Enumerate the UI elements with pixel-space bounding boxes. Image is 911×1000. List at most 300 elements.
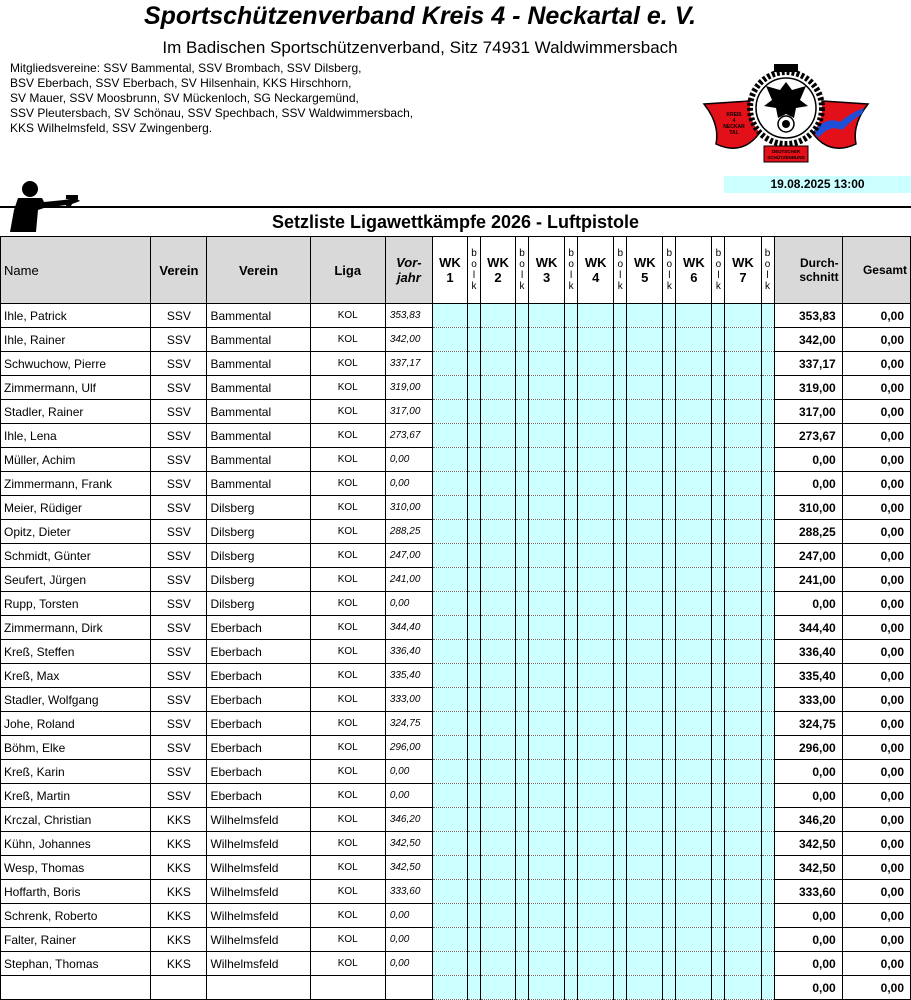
cell-bolk[interactable]	[712, 832, 725, 856]
cell-vorjahr[interactable]: 288,25	[385, 520, 432, 544]
cell-durchschnitt[interactable]: 317,00	[774, 400, 842, 424]
cell-wk-score[interactable]	[529, 640, 565, 664]
cell-wk-score[interactable]	[676, 880, 712, 904]
cell-liga[interactable]: KOL	[310, 928, 385, 952]
cell-bolk[interactable]	[614, 640, 627, 664]
cell-bolk[interactable]	[516, 448, 529, 472]
cell-wk-score[interactable]	[480, 688, 515, 712]
cell-bolk[interactable]	[467, 568, 480, 592]
cell-wk-score[interactable]	[676, 424, 712, 448]
cell-vorjahr[interactable]: 337,17	[385, 352, 432, 376]
cell-vorjahr[interactable]: 0,00	[385, 472, 432, 496]
cell-wk-score[interactable]	[529, 568, 565, 592]
cell-wk-score[interactable]	[529, 448, 565, 472]
cell-vorjahr[interactable]: 342,50	[385, 832, 432, 856]
cell-wk-score[interactable]	[725, 544, 761, 568]
cell-wk-score[interactable]	[676, 856, 712, 880]
cell-wk-score[interactable]	[578, 832, 614, 856]
cell-verein-town[interactable]: Wilhelmsfeld	[207, 904, 310, 928]
cell-liga[interactable]: KOL	[310, 688, 385, 712]
cell-wk-score[interactable]	[480, 640, 515, 664]
cell-wk-score[interactable]	[627, 784, 663, 808]
cell-durchschnitt[interactable]: 288,25	[774, 520, 842, 544]
cell-liga[interactable]	[310, 976, 385, 1000]
cell-durchschnitt[interactable]: 241,00	[774, 568, 842, 592]
cell-wk-score[interactable]	[432, 448, 467, 472]
cell-bolk[interactable]	[516, 736, 529, 760]
cell-bolk[interactable]	[614, 808, 627, 832]
cell-durchschnitt[interactable]: 335,40	[774, 664, 842, 688]
cell-bolk[interactable]	[516, 952, 529, 976]
cell-name[interactable]: Schrenk, Roberto	[1, 904, 151, 928]
cell-verein-town[interactable]: Bammental	[207, 400, 310, 424]
cell-bolk[interactable]	[565, 856, 578, 880]
cell-bolk[interactable]	[761, 904, 774, 928]
cell-bolk[interactable]	[467, 544, 480, 568]
cell-bolk[interactable]	[614, 472, 627, 496]
cell-bolk[interactable]	[712, 568, 725, 592]
cell-gesamt[interactable]: 0,00	[842, 904, 910, 928]
cell-bolk[interactable]	[516, 928, 529, 952]
cell-gesamt[interactable]: 0,00	[842, 856, 910, 880]
cell-bolk[interactable]	[516, 328, 529, 352]
cell-wk-score[interactable]	[725, 616, 761, 640]
cell-durchschnitt[interactable]: 342,50	[774, 856, 842, 880]
cell-wk-score[interactable]	[676, 784, 712, 808]
cell-bolk[interactable]	[663, 832, 676, 856]
cell-bolk[interactable]	[565, 424, 578, 448]
cell-bolk[interactable]	[516, 376, 529, 400]
cell-durchschnitt[interactable]: 296,00	[774, 736, 842, 760]
cell-wk-score[interactable]	[578, 520, 614, 544]
cell-bolk[interactable]	[712, 328, 725, 352]
cell-verein-type[interactable]: SSV	[151, 400, 207, 424]
cell-wk-score[interactable]	[480, 328, 515, 352]
cell-wk-score[interactable]	[578, 448, 614, 472]
cell-bolk[interactable]	[516, 904, 529, 928]
cell-bolk[interactable]	[467, 856, 480, 880]
cell-bolk[interactable]	[565, 688, 578, 712]
cell-verein-type[interactable]	[151, 976, 207, 1000]
cell-wk-score[interactable]	[480, 808, 515, 832]
cell-wk-score[interactable]	[432, 856, 467, 880]
cell-durchschnitt[interactable]: 0,00	[774, 976, 842, 1000]
cell-bolk[interactable]	[663, 856, 676, 880]
cell-wk-score[interactable]	[725, 592, 761, 616]
cell-wk-score[interactable]	[725, 304, 761, 328]
cell-wk-score[interactable]	[578, 616, 614, 640]
cell-wk-score[interactable]	[725, 472, 761, 496]
cell-name[interactable]: Kreß, Max	[1, 664, 151, 688]
cell-vorjahr[interactable]: 0,00	[385, 784, 432, 808]
cell-bolk[interactable]	[565, 568, 578, 592]
cell-wk-score[interactable]	[432, 688, 467, 712]
cell-wk-score[interactable]	[480, 928, 515, 952]
cell-wk-score[interactable]	[725, 832, 761, 856]
cell-bolk[interactable]	[516, 784, 529, 808]
cell-wk-score[interactable]	[578, 712, 614, 736]
cell-bolk[interactable]	[712, 856, 725, 880]
cell-bolk[interactable]	[614, 304, 627, 328]
cell-vorjahr[interactable]: 273,67	[385, 424, 432, 448]
cell-wk-score[interactable]	[627, 448, 663, 472]
cell-verein-type[interactable]: SSV	[151, 520, 207, 544]
cell-liga[interactable]: KOL	[310, 616, 385, 640]
cell-bolk[interactable]	[761, 544, 774, 568]
cell-bolk[interactable]	[712, 664, 725, 688]
cell-wk-score[interactable]	[676, 496, 712, 520]
cell-bolk[interactable]	[712, 592, 725, 616]
cell-verein-town[interactable]: Bammental	[207, 328, 310, 352]
cell-bolk[interactable]	[614, 496, 627, 520]
cell-bolk[interactable]	[663, 400, 676, 424]
cell-bolk[interactable]	[565, 400, 578, 424]
cell-bolk[interactable]	[663, 448, 676, 472]
cell-wk-score[interactable]	[627, 376, 663, 400]
cell-liga[interactable]: KOL	[310, 592, 385, 616]
cell-verein-town[interactable]: Dilsberg	[207, 520, 310, 544]
cell-bolk[interactable]	[565, 784, 578, 808]
cell-verein-town[interactable]: Dilsberg	[207, 592, 310, 616]
cell-vorjahr[interactable]: 324,75	[385, 712, 432, 736]
cell-wk-score[interactable]	[480, 496, 515, 520]
cell-name[interactable]: Rupp, Torsten	[1, 592, 151, 616]
cell-gesamt[interactable]: 0,00	[842, 400, 910, 424]
cell-durchschnitt[interactable]: 342,50	[774, 832, 842, 856]
cell-wk-score[interactable]	[676, 832, 712, 856]
cell-wk-score[interactable]	[480, 664, 515, 688]
cell-wk-score[interactable]	[627, 880, 663, 904]
cell-vorjahr[interactable]	[385, 976, 432, 1000]
cell-wk-score[interactable]	[627, 928, 663, 952]
cell-wk-score[interactable]	[676, 976, 712, 1000]
cell-wk-score[interactable]	[725, 352, 761, 376]
cell-bolk[interactable]	[614, 760, 627, 784]
cell-bolk[interactable]	[614, 592, 627, 616]
cell-wk-score[interactable]	[529, 400, 565, 424]
cell-bolk[interactable]	[467, 496, 480, 520]
cell-verein-type[interactable]: KKS	[151, 856, 207, 880]
cell-bolk[interactable]	[467, 712, 480, 736]
cell-liga[interactable]: KOL	[310, 760, 385, 784]
cell-name[interactable]: Schwuchow, Pierre	[1, 352, 151, 376]
cell-durchschnitt[interactable]: 0,00	[774, 472, 842, 496]
cell-wk-score[interactable]	[529, 880, 565, 904]
cell-bolk[interactable]	[761, 376, 774, 400]
cell-bolk[interactable]	[516, 424, 529, 448]
cell-bolk[interactable]	[761, 880, 774, 904]
cell-bolk[interactable]	[761, 808, 774, 832]
cell-bolk[interactable]	[467, 952, 480, 976]
cell-vorjahr[interactable]: 342,00	[385, 328, 432, 352]
cell-vorjahr[interactable]: 319,00	[385, 376, 432, 400]
cell-bolk[interactable]	[712, 448, 725, 472]
cell-verein-town[interactable]: Wilhelmsfeld	[207, 928, 310, 952]
cell-verein-town[interactable]: Eberbach	[207, 760, 310, 784]
cell-wk-score[interactable]	[432, 880, 467, 904]
cell-wk-score[interactable]	[676, 640, 712, 664]
cell-wk-score[interactable]	[480, 352, 515, 376]
cell-wk-score[interactable]	[529, 688, 565, 712]
cell-bolk[interactable]	[614, 784, 627, 808]
cell-bolk[interactable]	[565, 952, 578, 976]
cell-bolk[interactable]	[467, 328, 480, 352]
cell-bolk[interactable]	[467, 688, 480, 712]
cell-bolk[interactable]	[663, 520, 676, 544]
cell-bolk[interactable]	[614, 400, 627, 424]
cell-bolk[interactable]	[467, 472, 480, 496]
cell-bolk[interactable]	[712, 808, 725, 832]
cell-wk-score[interactable]	[432, 928, 467, 952]
cell-wk-score[interactable]	[529, 376, 565, 400]
cell-wk-score[interactable]	[480, 952, 515, 976]
cell-verein-type[interactable]: SSV	[151, 304, 207, 328]
cell-gesamt[interactable]: 0,00	[842, 928, 910, 952]
cell-wk-score[interactable]	[480, 304, 515, 328]
cell-verein-type[interactable]: SSV	[151, 688, 207, 712]
cell-bolk[interactable]	[663, 616, 676, 640]
cell-wk-score[interactable]	[529, 424, 565, 448]
cell-name[interactable]: Opitz, Dieter	[1, 520, 151, 544]
cell-bolk[interactable]	[467, 736, 480, 760]
cell-gesamt[interactable]: 0,00	[842, 568, 910, 592]
cell-wk-score[interactable]	[432, 496, 467, 520]
cell-wk-score[interactable]	[480, 760, 515, 784]
cell-verein-type[interactable]: SSV	[151, 496, 207, 520]
cell-bolk[interactable]	[663, 808, 676, 832]
cell-bolk[interactable]	[467, 832, 480, 856]
cell-wk-score[interactable]	[432, 952, 467, 976]
cell-durchschnitt[interactable]: 0,00	[774, 448, 842, 472]
cell-bolk[interactable]	[516, 304, 529, 328]
cell-wk-score[interactable]	[725, 928, 761, 952]
cell-wk-score[interactable]	[725, 640, 761, 664]
cell-wk-score[interactable]	[627, 568, 663, 592]
cell-bolk[interactable]	[663, 976, 676, 1000]
cell-wk-score[interactable]	[725, 448, 761, 472]
cell-verein-type[interactable]: SSV	[151, 424, 207, 448]
cell-wk-score[interactable]	[480, 736, 515, 760]
cell-wk-score[interactable]	[627, 592, 663, 616]
cell-name[interactable]: Kreß, Steffen	[1, 640, 151, 664]
cell-bolk[interactable]	[761, 928, 774, 952]
cell-wk-score[interactable]	[432, 808, 467, 832]
cell-vorjahr[interactable]: 333,00	[385, 688, 432, 712]
cell-verein-town[interactable]: Bammental	[207, 448, 310, 472]
cell-gesamt[interactable]: 0,00	[842, 616, 910, 640]
cell-bolk[interactable]	[516, 520, 529, 544]
cell-bolk[interactable]	[516, 544, 529, 568]
cell-durchschnitt[interactable]: 333,60	[774, 880, 842, 904]
cell-wk-score[interactable]	[676, 592, 712, 616]
cell-bolk[interactable]	[565, 832, 578, 856]
cell-gesamt[interactable]: 0,00	[842, 448, 910, 472]
cell-wk-score[interactable]	[725, 376, 761, 400]
cell-wk-score[interactable]	[529, 616, 565, 640]
cell-name[interactable]: Müller, Achim	[1, 448, 151, 472]
cell-wk-score[interactable]	[578, 352, 614, 376]
cell-wk-score[interactable]	[529, 520, 565, 544]
cell-wk-score[interactable]	[725, 568, 761, 592]
cell-bolk[interactable]	[565, 328, 578, 352]
cell-wk-score[interactable]	[432, 904, 467, 928]
cell-wk-score[interactable]	[529, 832, 565, 856]
cell-wk-score[interactable]	[676, 544, 712, 568]
cell-wk-score[interactable]	[432, 376, 467, 400]
cell-bolk[interactable]	[761, 568, 774, 592]
cell-liga[interactable]: KOL	[310, 328, 385, 352]
cell-wk-score[interactable]	[676, 352, 712, 376]
cell-bolk[interactable]	[614, 904, 627, 928]
cell-wk-score[interactable]	[676, 808, 712, 832]
cell-wk-score[interactable]	[480, 856, 515, 880]
cell-verein-town[interactable]	[207, 976, 310, 1000]
cell-wk-score[interactable]	[432, 640, 467, 664]
cell-name[interactable]: Zimmermann, Dirk	[1, 616, 151, 640]
cell-bolk[interactable]	[516, 760, 529, 784]
cell-wk-score[interactable]	[578, 328, 614, 352]
cell-bolk[interactable]	[467, 304, 480, 328]
cell-bolk[interactable]	[565, 976, 578, 1000]
cell-verein-type[interactable]: SSV	[151, 352, 207, 376]
cell-bolk[interactable]	[663, 304, 676, 328]
cell-bolk[interactable]	[663, 568, 676, 592]
cell-vorjahr[interactable]: 310,00	[385, 496, 432, 520]
cell-verein-type[interactable]: SSV	[151, 328, 207, 352]
cell-vorjahr[interactable]: 0,00	[385, 928, 432, 952]
cell-wk-score[interactable]	[725, 808, 761, 832]
cell-wk-score[interactable]	[529, 496, 565, 520]
cell-verein-town[interactable]: Bammental	[207, 472, 310, 496]
cell-bolk[interactable]	[663, 904, 676, 928]
cell-bolk[interactable]	[712, 784, 725, 808]
cell-gesamt[interactable]: 0,00	[842, 736, 910, 760]
cell-bolk[interactable]	[712, 472, 725, 496]
cell-wk-score[interactable]	[432, 568, 467, 592]
cell-bolk[interactable]	[712, 688, 725, 712]
cell-name[interactable]	[1, 976, 151, 1000]
cell-name[interactable]: Zimmermann, Ulf	[1, 376, 151, 400]
cell-gesamt[interactable]: 0,00	[842, 976, 910, 1000]
cell-verein-town[interactable]: Bammental	[207, 352, 310, 376]
cell-wk-score[interactable]	[627, 664, 663, 688]
cell-bolk[interactable]	[761, 304, 774, 328]
cell-vorjahr[interactable]: 353,83	[385, 304, 432, 328]
cell-name[interactable]: Zimmermann, Frank	[1, 472, 151, 496]
cell-wk-score[interactable]	[529, 976, 565, 1000]
cell-bolk[interactable]	[663, 664, 676, 688]
cell-wk-score[interactable]	[432, 712, 467, 736]
cell-durchschnitt[interactable]: 353,83	[774, 304, 842, 328]
cell-wk-score[interactable]	[627, 904, 663, 928]
cell-wk-score[interactable]	[725, 520, 761, 544]
cell-liga[interactable]: KOL	[310, 880, 385, 904]
cell-durchschnitt[interactable]: 346,20	[774, 808, 842, 832]
cell-bolk[interactable]	[516, 856, 529, 880]
cell-bolk[interactable]	[565, 352, 578, 376]
cell-name[interactable]: Kühn, Johannes	[1, 832, 151, 856]
cell-wk-score[interactable]	[725, 880, 761, 904]
cell-wk-score[interactable]	[578, 952, 614, 976]
cell-wk-score[interactable]	[676, 688, 712, 712]
cell-wk-score[interactable]	[676, 616, 712, 640]
cell-bolk[interactable]	[614, 424, 627, 448]
cell-liga[interactable]: KOL	[310, 544, 385, 568]
cell-bolk[interactable]	[467, 760, 480, 784]
cell-verein-type[interactable]: SSV	[151, 784, 207, 808]
cell-wk-score[interactable]	[529, 304, 565, 328]
cell-wk-score[interactable]	[578, 376, 614, 400]
cell-verein-type[interactable]: SSV	[151, 664, 207, 688]
cell-wk-score[interactable]	[676, 328, 712, 352]
cell-durchschnitt[interactable]: 0,00	[774, 952, 842, 976]
cell-bolk[interactable]	[467, 448, 480, 472]
cell-wk-score[interactable]	[480, 448, 515, 472]
cell-liga[interactable]: KOL	[310, 640, 385, 664]
cell-bolk[interactable]	[467, 520, 480, 544]
cell-bolk[interactable]	[565, 664, 578, 688]
cell-wk-score[interactable]	[432, 736, 467, 760]
cell-bolk[interactable]	[614, 664, 627, 688]
cell-gesamt[interactable]: 0,00	[842, 832, 910, 856]
cell-bolk[interactable]	[663, 736, 676, 760]
cell-durchschnitt[interactable]: 0,00	[774, 928, 842, 952]
cell-bolk[interactable]	[712, 712, 725, 736]
cell-bolk[interactable]	[565, 880, 578, 904]
cell-liga[interactable]: KOL	[310, 664, 385, 688]
cell-gesamt[interactable]: 0,00	[842, 328, 910, 352]
cell-gesamt[interactable]: 0,00	[842, 496, 910, 520]
cell-bolk[interactable]	[516, 808, 529, 832]
cell-wk-score[interactable]	[432, 760, 467, 784]
cell-bolk[interactable]	[467, 400, 480, 424]
cell-wk-score[interactable]	[480, 376, 515, 400]
cell-bolk[interactable]	[565, 496, 578, 520]
cell-bolk[interactable]	[565, 544, 578, 568]
cell-verein-town[interactable]: Eberbach	[207, 688, 310, 712]
cell-durchschnitt[interactable]: 310,00	[774, 496, 842, 520]
cell-bolk[interactable]	[712, 352, 725, 376]
cell-bolk[interactable]	[663, 688, 676, 712]
cell-liga[interactable]: KOL	[310, 424, 385, 448]
cell-wk-score[interactable]	[627, 952, 663, 976]
cell-liga[interactable]: KOL	[310, 376, 385, 400]
cell-bolk[interactable]	[565, 712, 578, 736]
cell-name[interactable]: Ihle, Lena	[1, 424, 151, 448]
cell-bolk[interactable]	[761, 712, 774, 736]
cell-bolk[interactable]	[761, 448, 774, 472]
cell-bolk[interactable]	[761, 760, 774, 784]
cell-bolk[interactable]	[761, 496, 774, 520]
cell-wk-score[interactable]	[627, 352, 663, 376]
cell-bolk[interactable]	[565, 736, 578, 760]
cell-liga[interactable]: KOL	[310, 736, 385, 760]
cell-wk-score[interactable]	[627, 424, 663, 448]
cell-gesamt[interactable]: 0,00	[842, 472, 910, 496]
cell-durchschnitt[interactable]: 337,17	[774, 352, 842, 376]
cell-wk-score[interactable]	[676, 904, 712, 928]
cell-verein-town[interactable]: Eberbach	[207, 784, 310, 808]
cell-verein-type[interactable]: SSV	[151, 544, 207, 568]
cell-bolk[interactable]	[614, 736, 627, 760]
cell-bolk[interactable]	[614, 880, 627, 904]
cell-wk-score[interactable]	[529, 328, 565, 352]
cell-verein-town[interactable]: Dilsberg	[207, 496, 310, 520]
cell-wk-score[interactable]	[480, 568, 515, 592]
cell-liga[interactable]: KOL	[310, 952, 385, 976]
cell-bolk[interactable]	[614, 544, 627, 568]
cell-bolk[interactable]	[761, 976, 774, 1000]
